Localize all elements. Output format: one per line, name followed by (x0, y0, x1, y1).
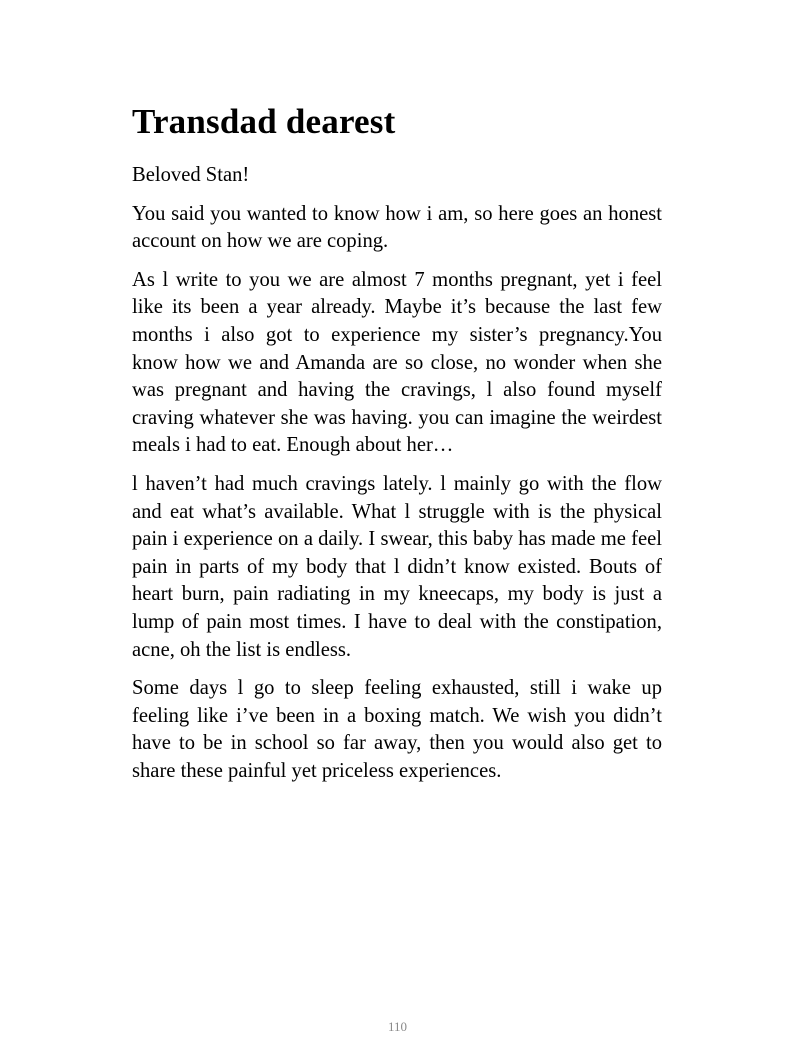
page-number: 110 (387, 1019, 408, 1034)
page-content (132, 100, 662, 796)
chapter-title: Transdad dearest (132, 102, 396, 141)
salutation: Beloved Stan! (132, 164, 250, 186)
paragraph-2: As l write to you we are almost 7 months pregnant, yet i feel like its been a year already. Maybe it’s because the last few months i also got to experience my sister’s pregnancy.You know how we and Amanda are so close, no wonder when she was pregnant and having the cravings, l also found myself craving whatever she was having. you can imagine the weirdest meals i had to eat. Enough about her… (132, 268, 662, 457)
paragraph-1: You said you wanted to know how i am, so here goes an honest account on how we are coping. (132, 202, 662, 253)
paragraph-3: l haven’t had much cravings lately. l mainly go with the flow and eat what’s available. What l struggle with is the physical pain i experience on a daily. I swear, this baby has made me feel pain in parts of my body that l didn’t know existed. Bouts of heart burn, pain radiating in my kneecaps, my body is just a lump of pain most times. I have to deal with the constipation, acne, oh the list is endless. (132, 472, 662, 661)
paragraph-4: Some days l go to sleep feeling exhausted, still i wake up feeling like i’ve been in a boxing match. We wish you didn’t have to be in school so far away, then you would also get to share these painful yet priceless experiences. (132, 677, 662, 782)
